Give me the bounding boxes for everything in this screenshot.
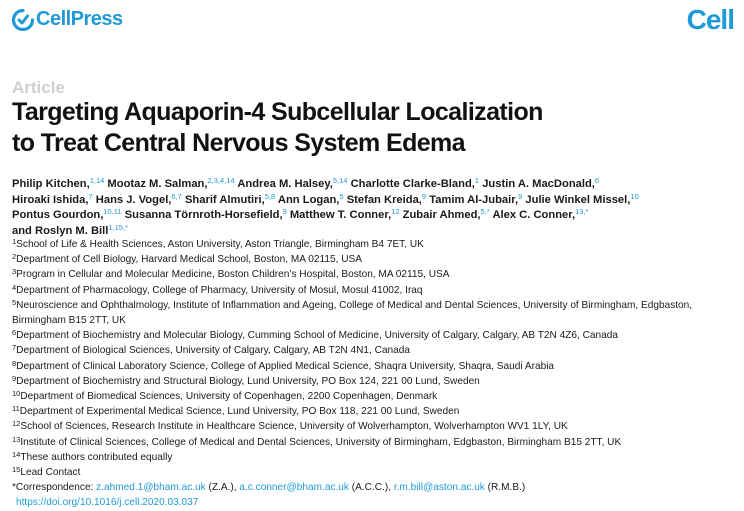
affiliation-number: 4 [12,282,17,292]
article-type-label: Article [12,78,65,97]
correspondence-email-link[interactable]: r.m.bill@aston.ac.uk [393,482,485,494]
affiliation-number: 10 [12,389,21,399]
affiliation-number: 1 [12,237,17,246]
affiliation-item [12,465,738,480]
author-name: Julie Winkel Missel, [525,193,631,206]
journal-logo[interactable]: Cell [686,4,734,35]
author-affiliation-marker: 9 [282,207,287,217]
author-affiliation-marker: 5,8 [264,191,276,201]
affiliation-number: 14 [12,449,21,459]
affiliation-number: 12 [12,419,21,429]
author-name: Stefan Kreida, [346,193,422,206]
affiliation-text: Neuroscience and Ophthalmology, Institute of Inflammation and Ageing, College of Medical and Dental Sciences, University of Birmingham, Edgbaston, Birmingham B15 2TT, UK [12,299,693,327]
affiliation-text: Lead Contact [20,467,81,479]
article-title [12,97,712,159]
author-name: Hiroaki Ishida, [12,193,89,206]
affiliation-text: Department of Cell Biology, Harvard Medical School, Boston, MA 02115, USA [16,254,362,266]
author-affiliation-marker: 1,14 [89,176,105,185]
affiliation-text: Department of Biochemistry and Structural Biology, Lund University, PO Box 124, 221 00 Lund, Sweden [16,375,480,387]
author-name: Mootaz M. Salman, [107,178,208,190]
affiliation-text: Department of Clinical Laboratory Science, College of Applied Medical Science, Shaqra University, Shaqra, Saudi Arabia [16,360,555,372]
affiliation-item [12,450,738,465]
cellpress-mark-icon [12,9,34,31]
affiliation-item [12,343,738,358]
affiliation-item [12,404,738,419]
doi-link[interactable]: https://doi.org/10.1016/j.cell.2020.03.037 [16,497,199,509]
author-name: and Roslyn M. Bill [12,224,109,237]
correspondence-initials: (A.C.C.), [348,482,394,494]
author-affiliation-marker: 10 [630,191,639,201]
author-affiliation-marker: 5,14 [332,176,348,185]
affiliation-text: Department of Biological Sciences, University of Calgary, Calgary, AB T2N 4N1, Canada [16,345,411,357]
author-name: Alex C. Conner, [492,209,576,222]
author-name: Pontus Gourdon, [12,209,104,222]
author-affiliation-marker: 6,7 [171,191,182,201]
correspondence-email-link[interactable]: z.ahmed.1@bham.ac.uk [96,482,206,494]
author-name: Hans J. Vogel, [95,193,172,206]
affiliation-item [12,283,738,298]
affiliation-number: 8 [12,358,17,368]
affiliation-number: 9 [12,373,17,383]
author-name: Zubair Ahmed, [402,209,481,222]
affiliation-text: School of Sciences, Research Institute in Healthcare Science, University of Wolverhampton, Wolverhampton WV1 1LY, UK [20,421,568,433]
affiliation-text: These authors contributed equally [20,451,173,463]
author-affiliation-marker: 6 [594,176,600,185]
publisher-name: CellPress [36,8,123,30]
author-affiliation-marker: 5 [339,191,344,201]
affiliation-item [12,374,738,389]
author-affiliation-marker: 10,11 [103,207,122,217]
affiliation-number: 15 [12,465,21,475]
affiliation-number: 5 [12,297,17,307]
affiliation-text: School of Life & Health Sciences, Aston University, Aston Triangle, Birmingham B4 7ET, UK [16,239,424,250]
author-name: Philip Kitchen, [12,178,90,190]
affiliation-text: Department of Pharmacology, College of Pharmacy, University of Mosul, Mosul 41002, Iraq [16,284,423,296]
affiliation-item [12,328,738,343]
author-name: Andrea M. Halsey, [237,178,333,190]
affiliation-item [12,252,738,267]
affiliation-text: Department of Experimental Medical Science, Lund University, PO Box 118, 221 00 Lund, Sweden [19,406,460,418]
affiliation-number: 2 [12,252,17,262]
author-name: Tamim Al-Jubair, [429,193,519,206]
affiliation-item [12,298,738,328]
correspondence-line [12,480,738,495]
author-affiliation-marker: 9 [518,191,523,201]
affiliation-text: Department of Biochemistry and Molecular Biology, Cumming School of Medicine, University of Calgary, Calgary, AB T2N 4Z6, Canada [16,330,618,342]
author-name: Justin A. MacDonald, [482,178,595,190]
affiliation-number: 6 [12,328,17,338]
affiliation-item [12,237,738,252]
affiliation-text: Department of Biomedical Sciences, University of Copenhagen, 2200 Copenhagen, Denmark [20,391,438,403]
author-name: Sharif Almutiri, [184,193,265,206]
affiliation-item [12,267,738,282]
author-affiliation-marker: 9 [421,191,427,201]
author-list [12,177,736,239]
affiliation-text: Institute of Clinical Sciences, College of Medical and Dental Sciences, University of Birmingham, Edgbaston, Birmingham B15 2TT, UK [20,436,622,448]
affiliation-number: 13 [12,434,21,444]
title-line: to Treat Central Nervous System Edema [12,129,465,157]
author-affiliation-marker: 2,3,4,14 [207,176,235,185]
author-affiliation-marker: 12 [391,207,400,217]
affiliation-number: 11 [12,404,20,414]
affiliation-item [12,419,738,434]
affiliation-item [12,435,738,450]
affiliation-number: 3 [12,267,17,277]
author-affiliation-marker: 5,* [480,207,490,217]
correspondence-email-link[interactable]: a.c.conner@bham.ac.uk [239,482,349,494]
affiliation-item [12,389,738,404]
affiliation-number: 7 [12,343,17,353]
author-name: Susanna Törnroth-Horsefield, [124,209,283,222]
cellpress-logo[interactable] [12,8,123,31]
author-name: Charlotte Clarke-Bland, [350,178,475,190]
author-affiliation-marker: 13,* [575,207,589,217]
affiliation-list [12,237,738,511]
correspondence-initials: (Z.A.), [205,482,240,494]
journal-header [12,6,734,36]
author-affiliation-marker: 1 [474,176,480,185]
title-line: Targeting Aquaporin-4 Subcellular Localization [12,98,543,126]
affiliation-text: Program in Cellular and Molecular Medicine, Boston Children’s Hospital, Boston, MA 02115, USA [16,269,450,281]
author-affiliation-marker: 7 [88,191,93,201]
author-name: Matthew T. Conner, [289,209,392,222]
author-affiliation-marker: 1,15,* [108,222,128,232]
correspondence-initials: (R.M.B.) [484,482,526,494]
correspondence-label: *Correspondence: [12,482,97,494]
affiliation-item [12,359,738,374]
author-name: Ann Logan, [277,193,340,206]
